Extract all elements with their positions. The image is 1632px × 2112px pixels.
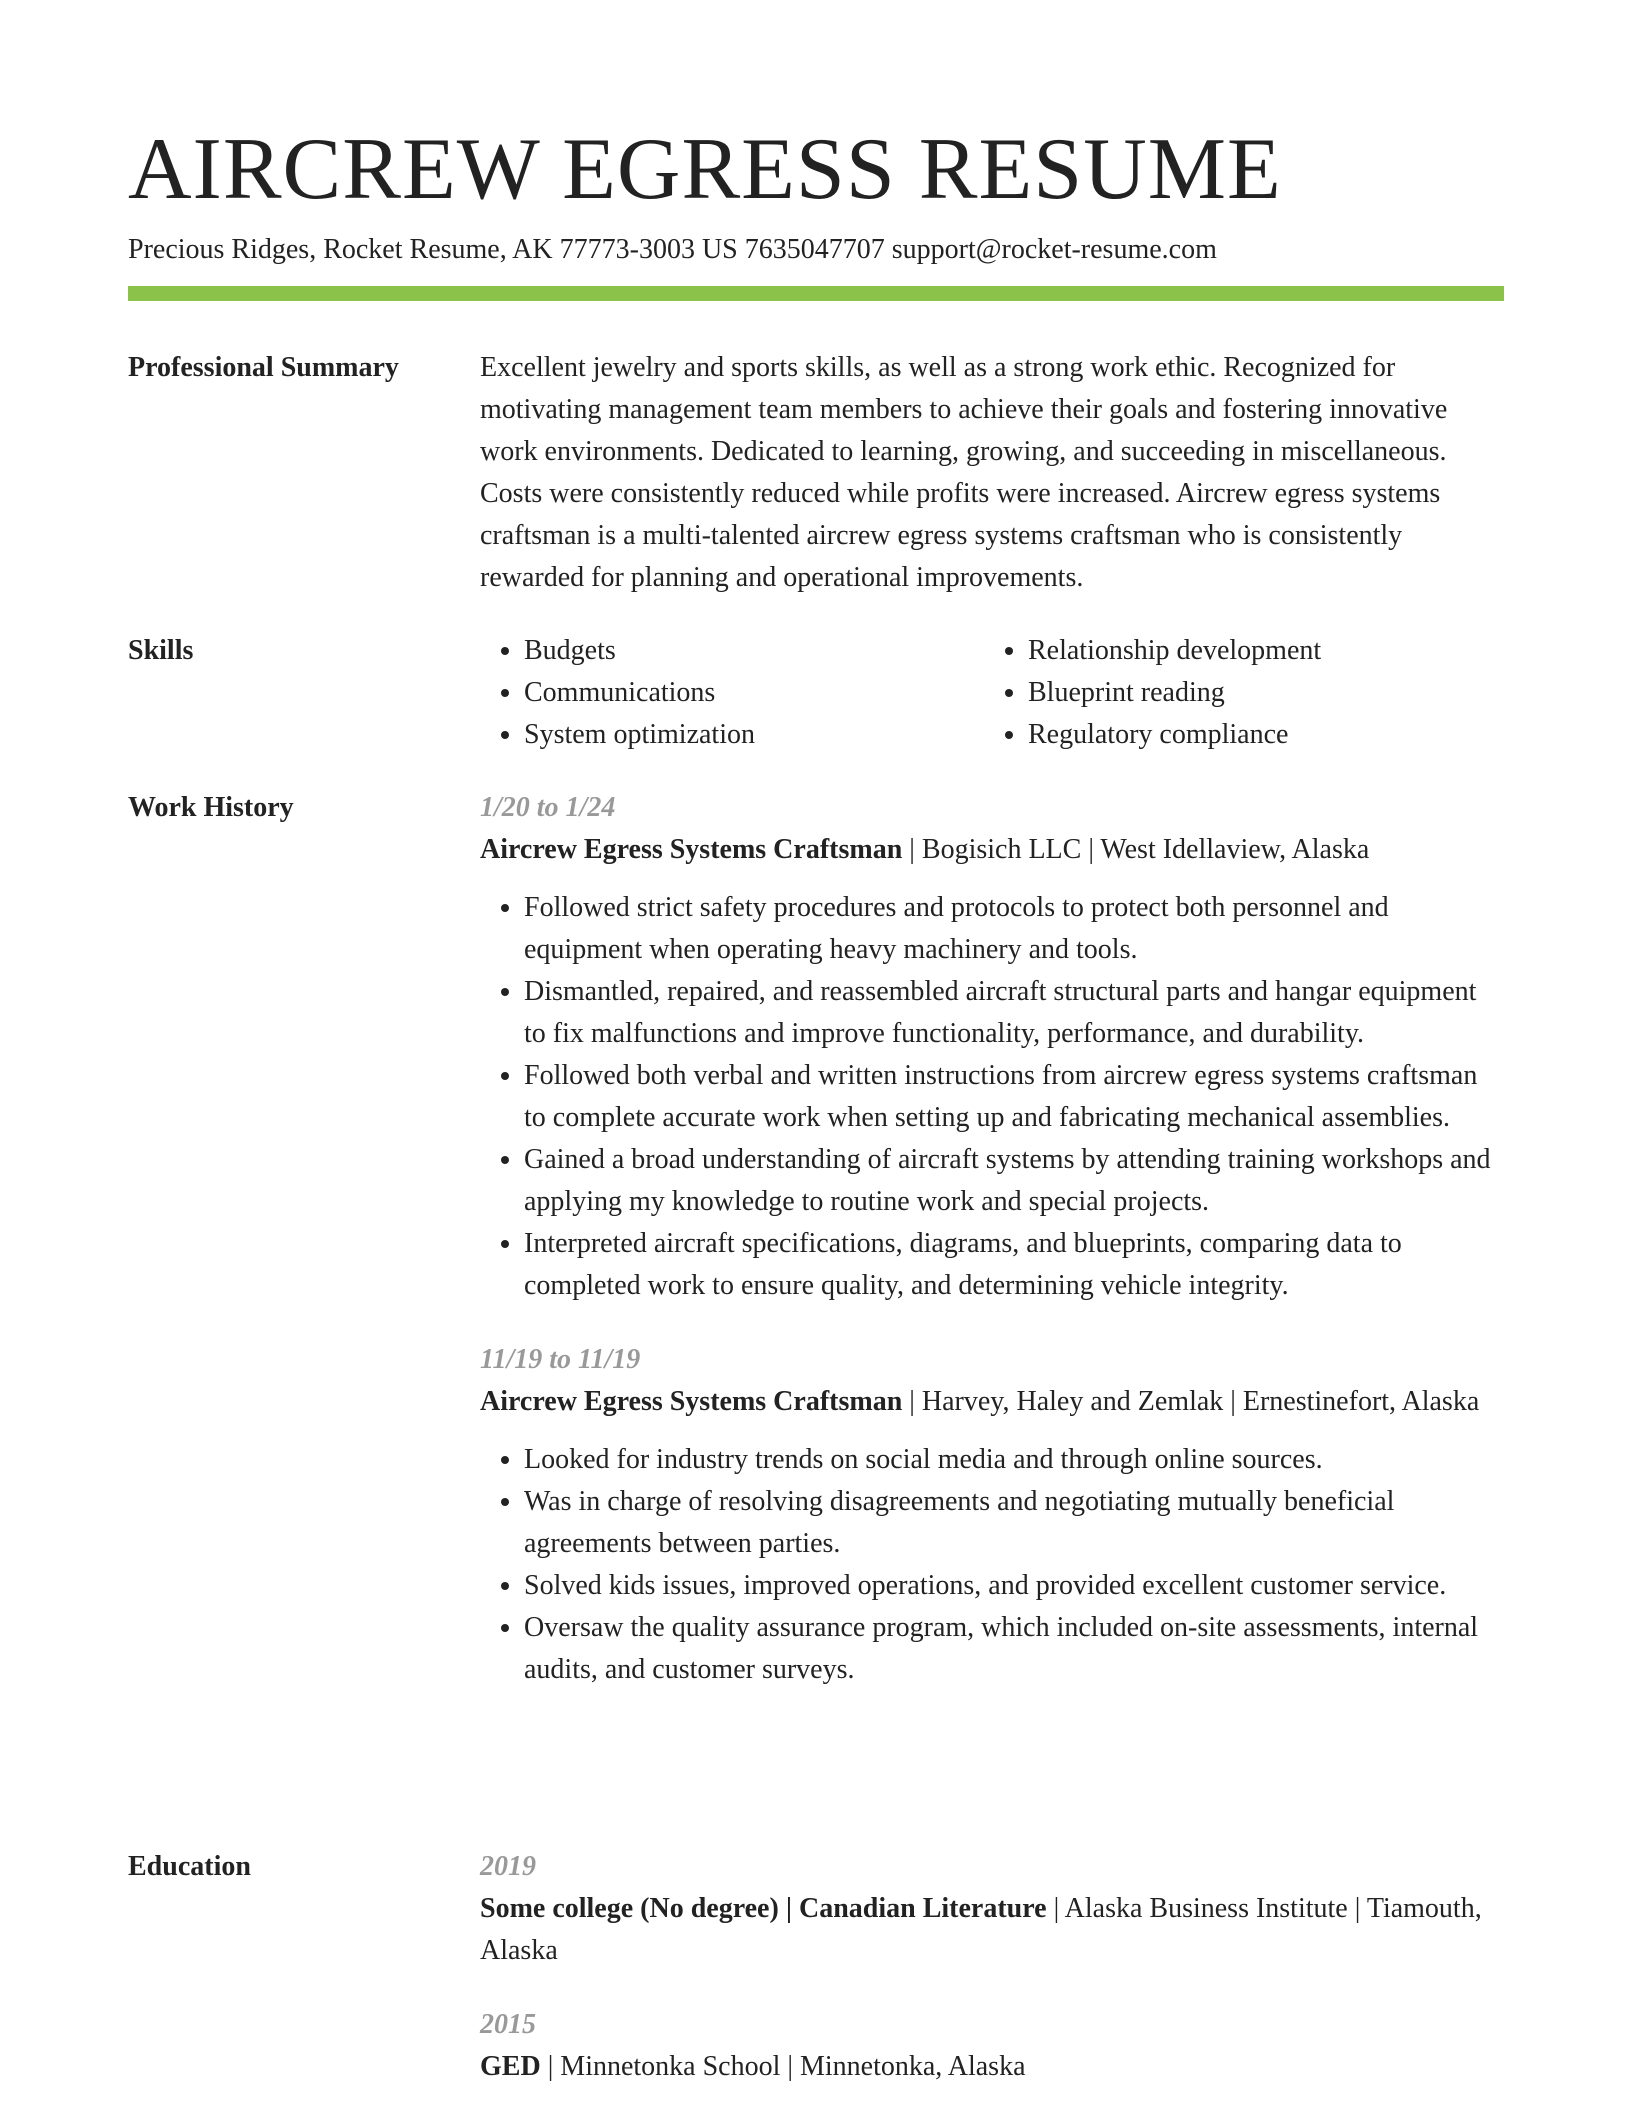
- summary-heading: Professional Summary: [128, 352, 399, 383]
- work-history-heading: Work History: [128, 792, 294, 823]
- education-year: 2019: [480, 1851, 536, 1882]
- skill-item: • System optimization: [524, 714, 984, 756]
- summary-text: Excellent jewelry and sports skills, as well as a strong work ethic. Recognized for motivating management team members to achieve their goals and fostering innovative work environments. Dedicated to learning, growing, and succeeding in miscellaneous. Costs were consistently reduced while profits were increased. Aircrew egress systems craftsman is a multi-talented aircrew egress systems craftsman who is consistently rewarded for planning and operational improvements.: [480, 352, 1448, 593]
- education-body: [480, 1846, 1504, 2088]
- accent-divider: [128, 286, 1504, 301]
- job-bullet: • Interpreted aircraft specifications, diagrams, and blueprints, comparing data to completed work to ensure quality, and determining vehicle integrity.: [524, 1223, 1504, 1307]
- job-dates: 11/19 to 11/19: [480, 1344, 641, 1375]
- skills-column-right: [984, 630, 1488, 756]
- education-entry: [480, 2004, 1504, 2088]
- job-bullet: • Oversaw the quality assurance program, which included on-site assessments, internal audits, and customer surveys.: [524, 1607, 1504, 1691]
- job-bullet: • Followed both verbal and written instructions from aircrew egress systems craftsman to complete accurate work when setting up and fabricating mechanical assemblies.: [524, 1055, 1504, 1139]
- job-title: Aircrew Egress Systems Craftsman: [480, 834, 903, 865]
- job-bullets: [480, 1439, 1504, 1691]
- job-bullet: • Followed strict safety procedures and protocols to protect both personnel and equipment when operating heavy machinery and tools.: [524, 887, 1504, 971]
- skill-item: • Communications: [524, 672, 984, 714]
- skill-item: • Regulatory compliance: [1028, 714, 1488, 756]
- job-entry: [480, 1339, 1504, 1691]
- education-degree: GED: [480, 2051, 541, 2082]
- education-heading-line: [480, 2046, 1504, 2088]
- skills-columns: [480, 630, 1504, 756]
- job-bullet: • Looked for industry trends on social media and through online sources.: [524, 1439, 1504, 1481]
- job-heading: [480, 829, 1504, 871]
- job-entry: [480, 787, 1504, 1307]
- education-details: | Alaska Business Institute | Tiamouth, Alaska: [480, 1893, 1482, 1966]
- job-dates: 1/20 to 1/24: [480, 792, 616, 823]
- skill-item: • Budgets: [524, 630, 984, 672]
- education-year: 2015: [480, 2009, 536, 2040]
- job-bullet: • Solved kids issues, improved operations, and provided excellent customer service.: [524, 1565, 1504, 1607]
- skills-list-left: [480, 630, 984, 756]
- job-bullet: • Dismantled, repaired, and reassembled aircraft structural parts and hangar equipment to fix malfunctions and improve functionality, performance, and durability.: [524, 971, 1504, 1055]
- skills-list-right: [984, 630, 1488, 756]
- work-history-body: [480, 787, 1504, 1691]
- job-title: Aircrew Egress Systems Craftsman: [480, 1386, 903, 1417]
- job-bullet: • Gained a broad understanding of aircraft systems by attending training workshops and applying my knowledge to routine work and special projects.: [524, 1139, 1504, 1223]
- job-details: | Harvey, Haley and Zemlak | Ernestinefort, Alaska: [902, 1386, 1480, 1417]
- education-heading: Education: [128, 1851, 251, 1882]
- education-heading-line: [480, 1888, 1504, 1972]
- education-entry: [480, 1846, 1504, 1972]
- skill-item: • Relationship development: [1028, 630, 1488, 672]
- contact-line: Precious Ridges, Rocket Resume, AK 77773-3003 US 7635047707 support@rocket-resume.com: [128, 234, 1217, 265]
- summary-body: [480, 347, 1504, 599]
- resume-title: AIRCREW EGRESS RESUME: [128, 121, 1282, 218]
- job-heading: [480, 1381, 1504, 1423]
- education-degree: Some college (No degree) | Canadian Literature: [480, 1893, 1047, 1924]
- education-details: | Minnetonka School | Minnetonka, Alaska: [540, 2051, 1026, 2082]
- job-bullet: • Was in charge of resolving disagreements and negotiating mutually beneficial agreements between parties.: [524, 1481, 1504, 1565]
- job-details: | Bogisich LLC | West Idellaview, Alaska: [902, 834, 1370, 865]
- skills-heading: Skills: [128, 635, 194, 666]
- skills-column-left: [480, 630, 984, 756]
- skill-item: • Blueprint reading: [1028, 672, 1488, 714]
- job-bullets: [480, 887, 1504, 1307]
